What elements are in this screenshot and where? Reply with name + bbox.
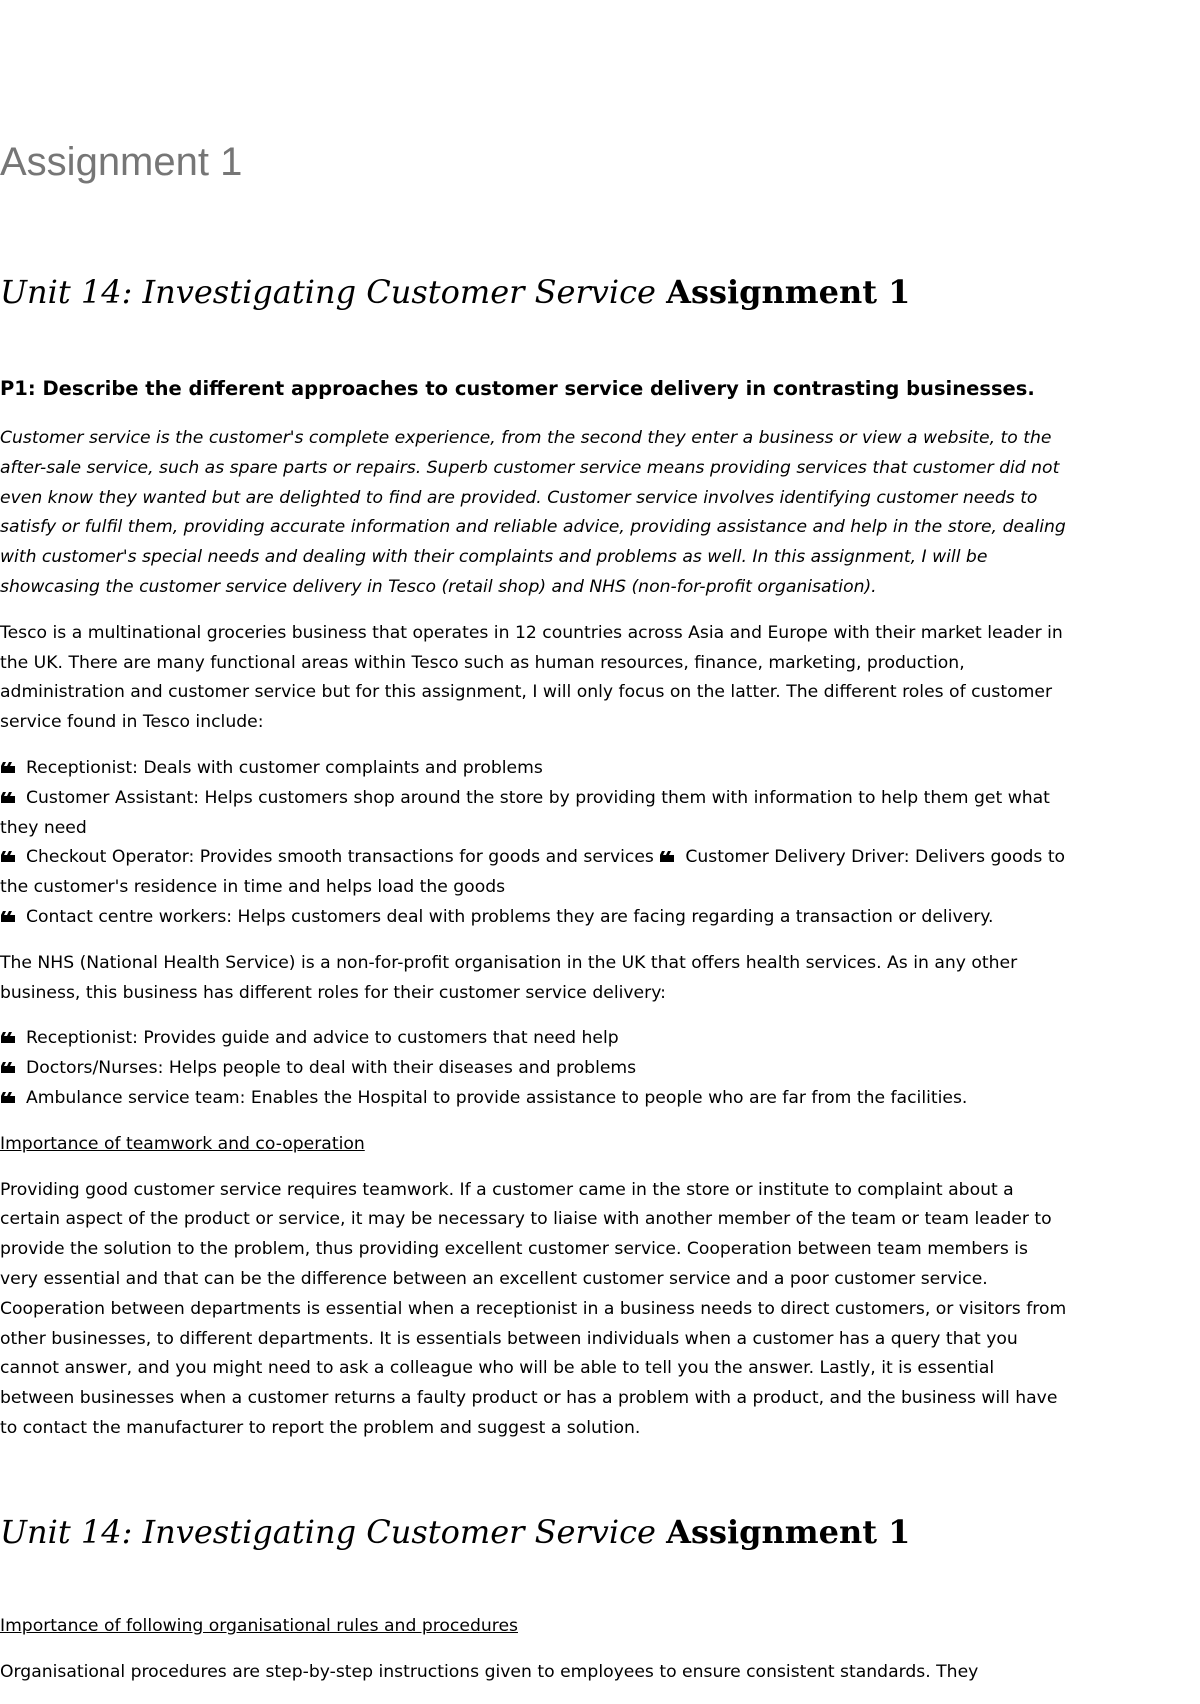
list-item [0,1054,1070,1084]
task-heading: P1: Describe the different approaches to customer service delivery in contrasting businesses. [0,377,1035,400]
rules-paragraph: Organisational procedures are step-by-step instructions given to employees to ensure consistent standards. They [0,1661,979,1682]
document-title: Assignment 1 [0,140,243,184]
list-item [0,754,1070,784]
list-item [0,1084,1070,1114]
teamwork-paragraph: Providing good customer service requires teamwork. If a customer came in the store or institute to complaint about a certain aspect of the product or service, it may be necessary to liaise with another member of the team or team leader to provide the solution to the problem, thus providing excellent customer service. Cooperation between team members is very essential and that can be the difference between an excellent customer service and a poor customer service. Cooperation between departments is essential when a receptionist in a business needs to direct customers, or visitors from other businesses, to different departments. It is essentials between individuals when a customer has a query that you cannot answer, and you might need to ask a colleague who will be able to tell you the answer. Lastly, it is essential between businesses when a customer returns a faulty product or has a problem with a product, and the business will have to contact the manufacturer to report the problem and suggest a solution. [0,1179,1067,1438]
document-body-continued [0,1612,1070,1704]
unit-name: Unit 14: Investigating Customer Service [0,1513,656,1551]
rules-heading: Importance of following organisational rules and procedures [0,1616,518,1636]
nhs-paragraph: The NHS (National Health Service) is a non-for-profit organisation in the UK that offers health services. As in any other business, this business has different roles for their customer service delivery: [0,952,1018,1003]
role-text: Checkout Operator: Provides smooth transactions for goods and services [26,847,654,868]
role-text: Customer Assistant: Helps customers shop around the store by providing them with information to help them get what they need [0,787,1050,838]
clapperboard-bullet-icon [0,851,16,863]
intro-paragraph: Customer service is the customer's complete experience, from the second they enter a business or view a website, to the after-sale service, such as spare parts or repairs. Superb customer service means providing services that customer did not even know they wanted but are delighted to find are provided. Customer service involves identifying customer needs to satisfy or fulfil them, providing accurate information and reliable advice, providing assistance and help in the store, dealing with customer's special needs and dealing with their complaints and problems as well. In this assignment, I will be showcasing the customer service delivery in Tesco (retail shop) and NHS (non-for-profit organisation). [0,428,1066,597]
list-item [0,843,1070,903]
role-text: Receptionist: Deals with customer complaints and problems [26,757,543,778]
unit-name: Unit 14: Investigating Customer Service [0,273,656,311]
role-text: Receptionist: Provides guide and advice to customers that need help [26,1028,619,1049]
nhs-roles-list [0,1024,1070,1113]
clapperboard-bullet-icon [0,911,16,923]
role-text: Contact centre workers: Helps customers deal with problems they are facing regarding a transaction or delivery. [26,906,994,927]
clapperboard-bullet-icon [659,851,675,863]
clapperboard-bullet-icon [0,1062,16,1074]
teamwork-heading: Importance of teamwork and co-operation [0,1133,365,1154]
unit-assignment-label: Assignment 1 [666,273,911,311]
clapperboard-bullet-icon [0,792,16,804]
clapperboard-bullet-icon [0,1032,16,1044]
role-text: Doctors/Nurses: Helps people to deal with their diseases and problems [26,1058,637,1079]
tesco-roles-list [0,754,1070,933]
unit-heading [0,1512,910,1552]
tesco-paragraph: Tesco is a multinational groceries business that operates in 12 countries across Asia and Europe with their market leader in the UK. There are many functional areas within Tesco such as human resources, finance, marketing, production, administration and customer service but for this assignment, I will only focus on the latter. The different roles of customer service found in Tesco include: [0,622,1063,733]
list-item [0,784,1070,844]
role-text: Ambulance service team: Enables the Hospital to provide assistance to people who are far from the facilities. [26,1087,968,1108]
clapperboard-bullet-icon [0,1092,16,1104]
clapperboard-bullet-icon [0,762,16,774]
list-item [0,1024,1070,1054]
list-item [0,903,1070,933]
document-body [0,424,1070,1460]
unit-assignment-label: Assignment 1 [666,1513,911,1551]
role-text: Customer Delivery Driver: Delivers goods to the customer's residence in time and helps load the goods [0,847,1066,898]
unit-heading [0,272,910,312]
